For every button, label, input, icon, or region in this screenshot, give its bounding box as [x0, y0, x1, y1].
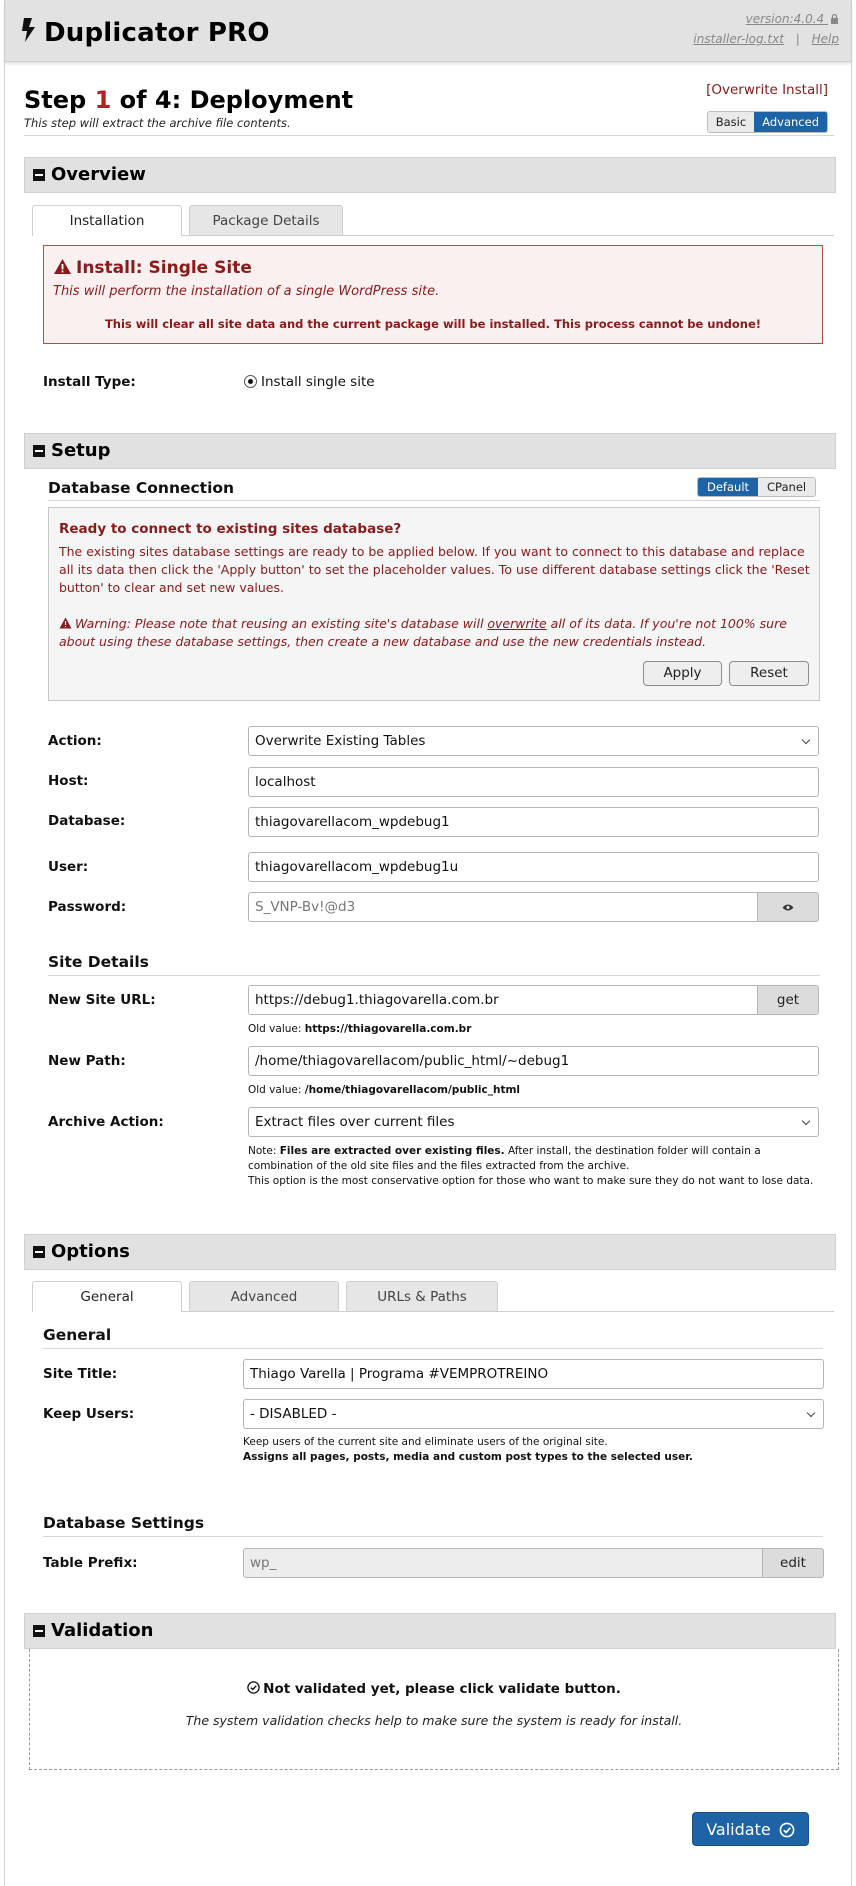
- info-text: The existing sites database settings are ready to be applied below. If you want to connect to this database and replace all its data then click the 'Apply button' to set the placeholder values. To use different database settings click the 'Reset button' to clear and set new values.: [59, 544, 810, 595]
- action-label: Action:: [48, 733, 102, 749]
- archive-action-label: Archive Action:: [48, 1114, 164, 1130]
- table-prefix-input[interactable]: wp_: [243, 1548, 763, 1578]
- eye-icon: [782, 903, 794, 912]
- tab-urls-paths[interactable]: URLs & Paths: [346, 1281, 498, 1312]
- archive-action-select[interactable]: Extract files over current files: [248, 1107, 819, 1137]
- edit-prefix-button[interactable]: edit: [762, 1548, 824, 1578]
- new-path-input[interactable]: /home/thiagovarellacom/public_html/~debug1: [248, 1046, 819, 1076]
- site-url-old-value: Old value: https://thiagovarella.com.br: [248, 1023, 472, 1035]
- page-title: Step 1 of 4: Deployment: [24, 86, 354, 114]
- tab-advanced[interactable]: Advanced: [189, 1281, 339, 1312]
- warning-icon: [53, 258, 72, 275]
- db-connection-heading: Database Connection: [48, 479, 235, 497]
- collapse-icon: [33, 169, 45, 181]
- path-old-value: Old value: /home/thiagovarellacom/public_html: [248, 1084, 521, 1096]
- site-url-input[interactable]: https://debug1.thiagovarella.com.br: [248, 985, 758, 1015]
- db-mode-toggle: [697, 477, 816, 497]
- keep-users-label: Keep Users:: [43, 1406, 135, 1422]
- setup-section-header[interactable]: Setup: [24, 433, 836, 469]
- tab-baseline: [182, 235, 834, 236]
- site-url-label: New Site URL:: [48, 992, 156, 1008]
- overwrite-install-label: [Overwrite Install]: [706, 82, 828, 98]
- collapse-icon: [33, 1246, 45, 1258]
- options-section-header[interactable]: Options: [24, 1234, 836, 1270]
- host-input[interactable]: localhost: [248, 767, 819, 797]
- validation-status: Not validated yet, please click validate button.: [30, 1681, 838, 1697]
- db-settings-divider: [43, 1536, 823, 1537]
- install-alert: [43, 245, 823, 344]
- database-label: Database:: [48, 813, 126, 829]
- keep-users-note: Keep users of the current site and eliminate users of the original site. Assigns all pages, posts, media and custom post types to the selected user.: [243, 1436, 693, 1463]
- lock-icon: [830, 14, 839, 24]
- site-details-heading: Site Details: [48, 953, 149, 971]
- bolt-icon: [19, 17, 41, 43]
- install-type-label: Install Type:: [43, 374, 136, 390]
- site-heading-divider: [48, 975, 820, 976]
- password-label: Password:: [48, 899, 127, 915]
- new-path-label: New Path:: [48, 1053, 126, 1069]
- collapse-icon: [33, 1625, 45, 1637]
- alert-title: Install: Single Site: [53, 258, 252, 278]
- info-title: Ready to connect to existing sites database?: [59, 521, 402, 537]
- install-type-radio[interactable]: [244, 375, 257, 388]
- db-settings-heading: Database Settings: [43, 1514, 205, 1532]
- tab-installation[interactable]: Installation: [32, 205, 182, 236]
- tab-baseline: [182, 1311, 834, 1312]
- view-mode-toggle: [707, 111, 828, 133]
- app-header: [5, 0, 851, 62]
- user-label: User:: [48, 859, 89, 875]
- table-prefix-label: Table Prefix:: [43, 1555, 138, 1571]
- alert-warning-text: This will clear all site data and the current package will be installed. This process cannot be undone!: [104, 317, 762, 331]
- host-label: Host:: [48, 773, 89, 789]
- site-title-label: Site Title:: [43, 1366, 118, 1382]
- installer-frame: [4, 0, 852, 1886]
- toggle-password-button[interactable]: [757, 892, 819, 922]
- get-url-button[interactable]: get: [757, 985, 819, 1015]
- keep-users-select[interactable]: - DISABLED -: [243, 1399, 824, 1429]
- mode-basic-button[interactable]: Basic: [708, 112, 754, 132]
- info-warning: Warning: Please note that reusing an existing site's database will overwrite all of its data. If you're not 100% sure about using these database settings, then create a new database and use the new credentials instead.: [59, 616, 787, 649]
- validation-box: [29, 1649, 839, 1770]
- site-title-input[interactable]: Thiago Varella | Programa #VEMPROTREINO: [243, 1359, 824, 1389]
- password-input[interactable]: S_VNP-Bv!@d3: [248, 892, 758, 922]
- header-links: [693, 32, 839, 46]
- installer-log-link[interactable]: installer-log.txt: [693, 32, 784, 46]
- version-link[interactable]: version:4.0.4: [746, 12, 839, 26]
- archive-action-note: Note: Files are extracted over existing files. After install, the destination folder will contain a combination of the old site files and the files extracted from the archive. This option is the most conservative option for those who want to make sure they do not want to lose data.: [248, 1145, 814, 1187]
- tab-package-details[interactable]: Package Details: [189, 205, 343, 236]
- warning-icon: [59, 617, 72, 629]
- validation-description: The system validation checks help to make sure the system is ready for install.: [185, 1713, 683, 1728]
- user-input[interactable]: thiagovarellacom_wpdebug1u: [248, 852, 819, 882]
- db-cpanel-button[interactable]: CPanel: [758, 478, 815, 496]
- alert-subtitle: This will perform the installation of a single WordPress site.: [53, 284, 440, 299]
- mode-advanced-button[interactable]: Advanced: [754, 112, 827, 132]
- check-circle-icon: [779, 1822, 795, 1838]
- apply-button[interactable]: Apply: [643, 661, 722, 686]
- db-heading-divider: [48, 500, 820, 501]
- check-circle-icon: [247, 1681, 260, 1694]
- page-subtitle: This step will extract the archive file contents.: [24, 116, 291, 130]
- reset-button[interactable]: Reset: [729, 661, 809, 686]
- collapse-icon: [33, 445, 45, 457]
- validation-section-header[interactable]: Validation: [24, 1613, 836, 1649]
- title-divider: [24, 135, 834, 136]
- link-separator: |: [795, 32, 800, 46]
- overview-section-header[interactable]: Overview: [24, 157, 836, 193]
- general-heading: General: [43, 1326, 112, 1344]
- help-link[interactable]: Help: [811, 32, 839, 46]
- action-select[interactable]: Overwrite Existing Tables: [248, 726, 819, 756]
- db-info-box: [48, 507, 820, 701]
- app-title: Duplicator PRO: [44, 18, 270, 48]
- general-heading-divider: [43, 1348, 823, 1349]
- tab-general[interactable]: General: [32, 1281, 182, 1312]
- db-default-button[interactable]: Default: [698, 478, 758, 496]
- install-type-value: Install single site: [261, 374, 375, 390]
- database-input[interactable]: thiagovarellacom_wpdebug1: [248, 807, 819, 837]
- validate-button[interactable]: Validate: [692, 1812, 809, 1846]
- step-number: 1: [94, 86, 112, 114]
